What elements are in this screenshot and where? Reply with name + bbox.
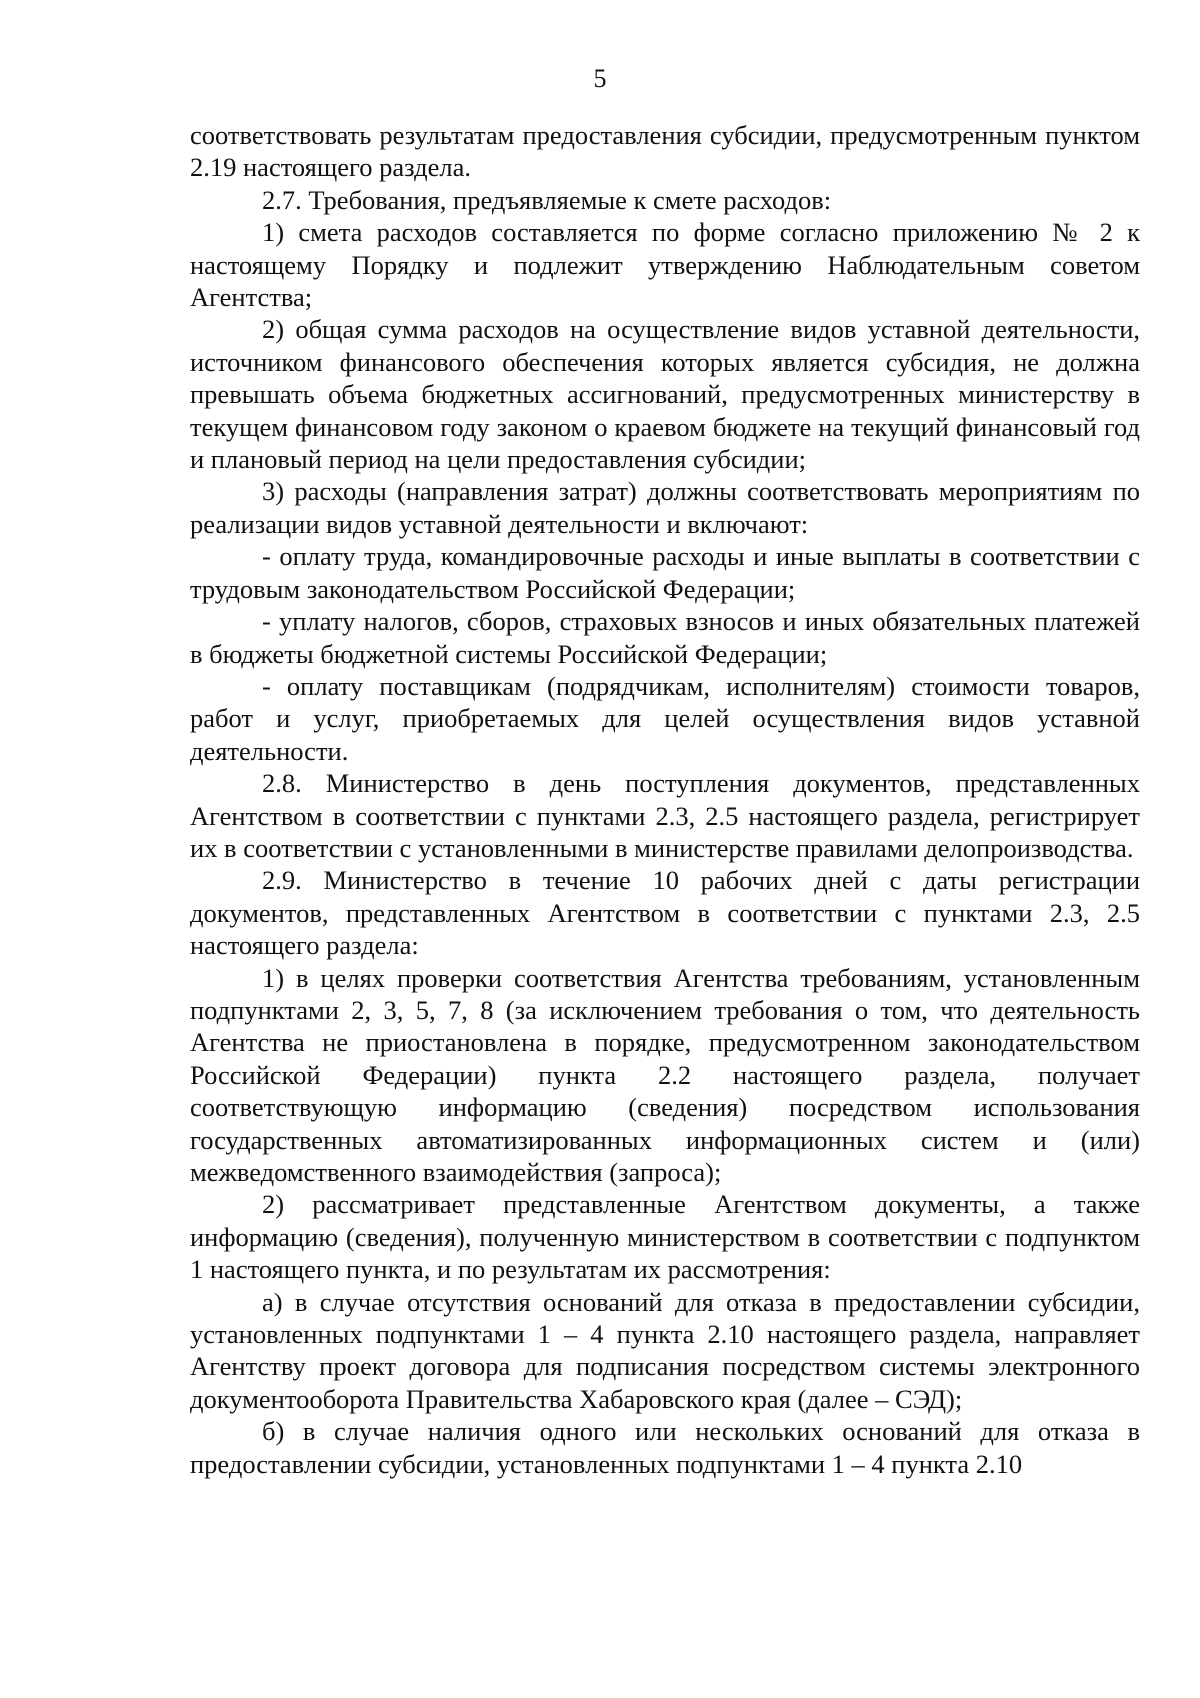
paragraph-bullet-suppliers: - оплату поставщикам (подрядчикам, исполнителям) стоимости товаров, работ и услуг, приобретаемых для целей осуществления видов уставной деятельности. <box>190 670 1140 766</box>
paragraph-2-9-item-2a: а) в случае отсутствия оснований для отказа в предоставлении субсидии, установленных подпунктами 1 – 4 пункта 2.10 настоящего раздела, направляет Агентству проект договора для подписания посредством системы электронного документооборота Правительства Хабаровского края (далее – СЭД); <box>190 1286 1140 1414</box>
paragraph-2-7-item-2: 2) общая сумма расходов на осуществление видов уставной деятельности, источником финансового обеспечения которых является субсидия, не должна превышать объема бюджетных ассигнований, предусмотренных министерству в текущем финансовом году законом о краевом бюджете на текущий финансовый год и плановый период на цели предоставления субсидии; <box>190 314 1140 475</box>
paragraph-2-9-item-2b: б) в случае наличия одного или нескольких оснований для отказа в предоставлении субсидии, установленных подпунктами 1 – 4 пункта 2.10 <box>190 1416 1140 1479</box>
paragraph-2-9-item-2: 2) рассматривает представленные Агентством документы, а также информацию (сведения), полученную министерством в соответствии с подпунктом 1 настоящего пункта, и по результатам их рассмотрения: <box>190 1189 1140 1285</box>
paragraph-2-7-item-1: 1) смета расходов составляется по форме согласно приложению № 2 к настоящему Порядку и подлежит утверждению Наблюдательным советом Агентства; <box>190 217 1140 313</box>
paragraph-2-7-heading: 2.7. Требования, предъявляемые к смете расходов: <box>262 184 832 215</box>
paragraph-2-8: 2.8. Министерство в день поступления документов, представленных Агентством в соответствии с пунктами 2.3, 2.5 настоящего раздела, регистрирует их в соответствии с установленными в министерстве правилами делопроизводства. <box>190 768 1140 863</box>
paragraph-continuation: соответствовать результатам предоставления субсидии, предусмотренным пунктом 2.19 настоящего раздела. <box>190 120 1140 183</box>
paragraph-bullet-labor: - оплату труда, командировочные расходы и иные выплаты в соответствии с трудовым законодательством Российской Федерации; <box>190 541 1140 604</box>
document-body <box>190 119 1140 1480</box>
paragraph-2-9-heading: 2.9. Министерство в течение 10 рабочих дней с даты регистрации документов, представленных Агентством в соответствии с пунктами 2.3, 2.5 настоящего раздела: <box>190 865 1140 961</box>
paragraph-bullet-taxes: - уплату налогов, сборов, страховых взносов и иных обязательных платежей в бюджеты бюджетной системы Российской Федерации; <box>190 606 1140 669</box>
page-number: 5 <box>593 64 607 93</box>
paragraph-2-7-item-3: 3) расходы (направления затрат) должны соответствовать мероприятиям по реализации видов уставной деятельности и включают: <box>190 476 1140 539</box>
paragraph-2-9-item-1: 1) в целях проверки соответствия Агентства требованиям, установленным подпунктами 2, 3, 5, 7, 8 (за исключением требования о том, что деятельность Агентства не приостановлена в порядке, предусмотренном законодательством Российской Федерации) пункта 2.2 настоящего раздела, получает соответствующую информацию (сведения) посредством использования государственных автоматизированных информационных систем и (или) межведомственного взаимодействия (запроса); <box>190 962 1140 1187</box>
